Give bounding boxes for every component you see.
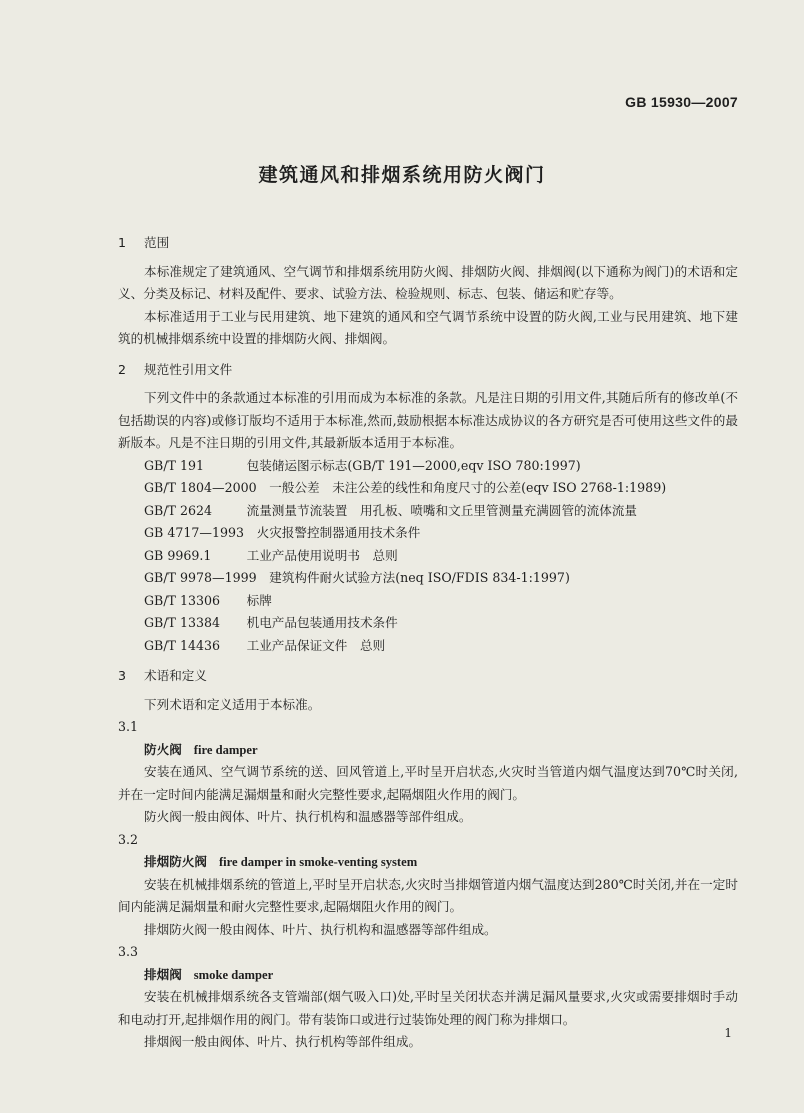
reference-item (118, 455, 738, 478)
reference-title: 包装储运图示标志(GB/T 191—2000,eqv ISO 780:1997) (246, 457, 581, 473)
reference-item (118, 635, 738, 658)
term-entry (118, 964, 738, 987)
definition-paragraph: 防火阀一般由阀体、叶片、执行机构和温感器等部件组成。 (144, 809, 472, 824)
definition-paragraph: 排烟阀一般由阀体、叶片、执行机构等部件组成。 (144, 1034, 422, 1049)
definition-paragraph: 安装在通风、空气调节系统的送、回风管道上,平时呈开启状态,火灾时当管道内烟气温度达到70℃时关闭,并在一定时间内能满足漏烟量和耐火完整性要求,起隔烟阻火作用的阀门。 (118, 764, 738, 802)
term-entry (118, 851, 738, 874)
section-title: 规范性引用文件 (144, 361, 233, 377)
section-heading-terms-and-definitions (118, 665, 738, 688)
reference-code: GB/T 9978—1999 (144, 570, 257, 585)
document-body (118, 228, 738, 1054)
term-chinese: 排烟防火阀 (144, 854, 207, 869)
reference-code: GB/T 1804—2000 (144, 480, 257, 495)
definition-paragraph: 排烟防火阀一般由阀体、叶片、执行机构和温感器等部件组成。 (144, 921, 497, 937)
definition-paragraph: 安装在机械排烟系统各支管端部(烟气吸入口)处,平时呈关闭状态并满足漏风量要求,火灾或需要排烟时手动和电动打开,起排烟作用的阀门。带有装饰口或进行过装饰处理的阀门称为排烟口。 (118, 989, 738, 1027)
term-english: fire damper in smoke-venting system (218, 855, 418, 869)
section-number: 1 (118, 235, 127, 250)
document-title: 建筑通风和排烟系统用防火阀门 (258, 164, 546, 186)
term-entry (118, 739, 738, 762)
page-number: 1 (724, 1026, 732, 1040)
paragraph: 本标准适用于工业与民用建筑、地下建筑的通风和空气调节系统中设置的防火阀,工业与民用建筑、地下建筑的机械排烟系统中设置的排烟防火阀、排烟阀。 (118, 308, 738, 346)
standard-code: GB 15930—2007 (625, 94, 738, 110)
reference-title: 标牌 (246, 592, 272, 608)
reference-code: GB/T 191 (144, 457, 204, 473)
paragraph: 下列术语和定义适用于本标准。 (144, 696, 321, 712)
reference-title: 建筑构件耐火试验方法(neq ISO/FDIS 834-1:1997) (269, 570, 570, 585)
reference-title: 流量测量节流装置 用孔板、喷嘴和文丘里管测量充满圆管的流体流量 (246, 502, 637, 518)
reference-code: GB/T 13306 (144, 592, 221, 608)
section-number: 2 (118, 361, 127, 377)
reference-title: 一般公差 未注公差的线性和角度尺寸的公差(eqv ISO 2768-1:1989) (269, 480, 667, 495)
term-english: smoke damper (193, 967, 274, 982)
reference-code: GB/T 14436 (144, 637, 221, 653)
section-heading-scope (118, 232, 738, 255)
reference-item (118, 612, 738, 635)
reference-list (118, 455, 738, 658)
term-english: fire damper (193, 742, 258, 757)
clause-number: 3.1 (118, 719, 139, 734)
reference-item (118, 590, 738, 613)
clause-number: 3.3 (118, 944, 139, 959)
reference-item (118, 522, 738, 545)
section-title: 术语和定义 (144, 668, 207, 683)
term-chinese: 排烟阀 (144, 966, 182, 982)
reference-item (118, 567, 738, 590)
section-title: 范围 (144, 235, 170, 250)
reference-title: 工业产品保证文件 总则 (246, 637, 386, 653)
paragraph: 下列文件中的条款通过本标准的引用而成为本标准的条款。凡是注日期的引用文件,其随后所有的修改单(不包括勘误的内容)或修订版均不适用于本标准,然而,鼓励根据本标准达成协议的各方研究是否可使用这些文件的最新版本。凡是不注日期的引用文件,其最新版本适用于本标准。 (118, 390, 738, 450)
reference-title: 火灾报警控制器通用技术条件 (256, 525, 421, 540)
reference-title: 机电产品包装通用技术条件 (246, 615, 398, 630)
clause-number: 3.2 (118, 831, 139, 847)
reference-item (118, 477, 738, 500)
definition-paragraph: 安装在机械排烟系统的管道上,平时呈开启状态,火灾时当排烟管道内烟气温度达到280℃时关闭,并在一定时间内能满足漏烟量和耐火完整性要求,起隔烟阻火作用的阀门。 (118, 876, 738, 914)
reference-item (118, 500, 738, 523)
reference-code: GB/T 13384 (144, 615, 221, 630)
reference-code: GB 9969.1 (144, 547, 212, 563)
section-heading-normative-references (118, 359, 738, 382)
reference-item (118, 545, 738, 568)
reference-code: GB/T 2624 (144, 502, 213, 518)
reference-title: 工业产品使用说明书 总则 (246, 547, 398, 563)
term-chinese: 防火阀 (144, 741, 182, 757)
reference-code: GB 4717—1993 (144, 525, 245, 540)
paragraph: 本标准规定了建筑通风、空气调节和排烟系统用防火阀、排烟防火阀、排烟阀(以下通称为阀门)的术语和定义、分类及标记、材料及配件、要求、试验方法、检验规则、标志、包装、储运和贮存等。 (118, 263, 738, 301)
section-number: 3 (118, 668, 127, 683)
